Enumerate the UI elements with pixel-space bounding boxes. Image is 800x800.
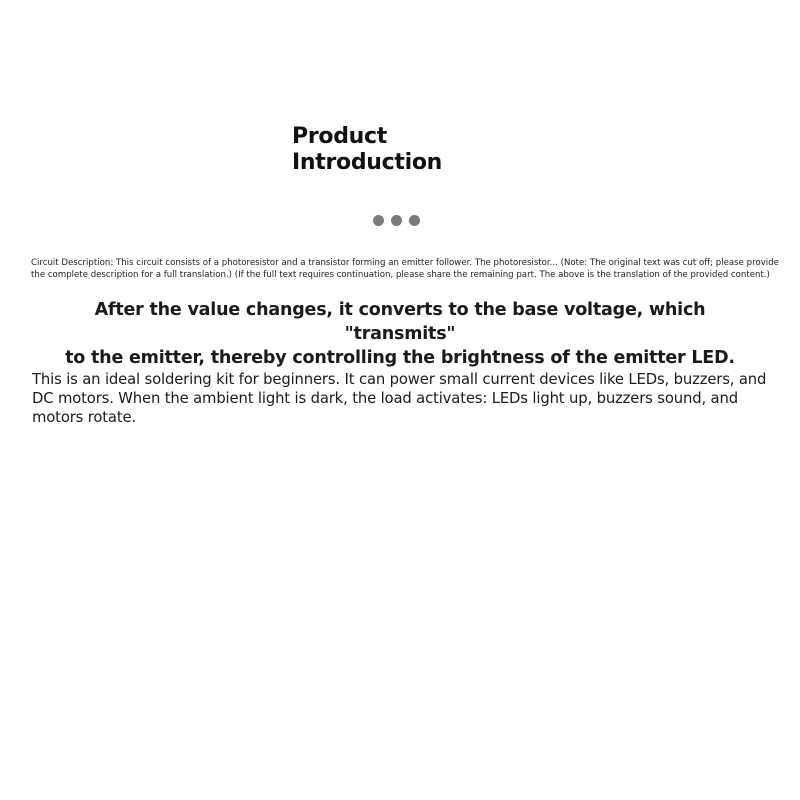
headline-line-1: After the value changes, it converts to the base voltage, which "transmits" xyxy=(94,300,706,344)
dot-icon xyxy=(409,215,420,226)
dot-icon xyxy=(391,215,402,226)
headline xyxy=(40,298,760,370)
circuit-description: Circuit Description: This circuit consists of a photoresistor and a transistor forming an emitter follower. The photoresistor... (Note: The original text was cut off; please provide the complete description for a full translation.) (If the full text requires continuation, please share the remaining part. The above is the translation of the provided content.) xyxy=(31,258,779,280)
ellipsis-dots-icon xyxy=(373,215,420,226)
headline-line-2: to the emitter, thereby controlling the brightness of the emitter LED. xyxy=(65,348,735,368)
product-description: This is an ideal soldering kit for beginners. It can power small current devices like LEDs, buzzers, and DC motors. When the ambient light is dark, the load activates: LEDs light up, buzzers sound, and motors rotate. xyxy=(32,371,767,426)
page-title-line-2: Introduction xyxy=(292,150,443,175)
page-title xyxy=(292,124,442,176)
page-title-line-1: Product xyxy=(292,124,387,149)
dot-icon xyxy=(373,215,384,226)
